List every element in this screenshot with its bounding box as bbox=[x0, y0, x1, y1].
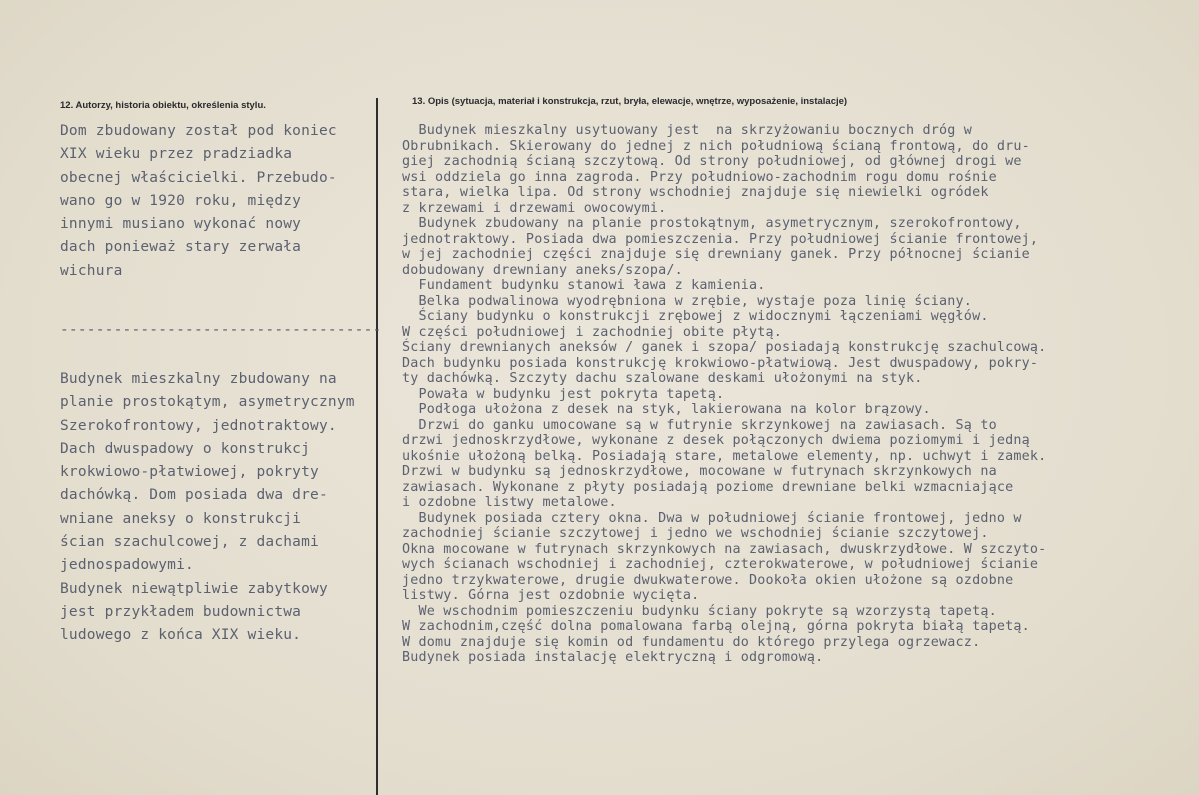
style-summary-text: Budynek mieszkalny zbudowany na planie prostokątym, asymetrycznym Szerokofrontowy, jednotraktowy. Dach dwuspadowy o konstrukcj krokwiowo-płatwiowej, pokryty dachówką. Dom posiada dwa dre- wniane aneksy o konstrukcji ścian szachulcowej, z dachami jednospadowymi. Budynek niewątpliwie zabytkowy jest przykładem budownictwa ludowego z końca XIX wieku. bbox=[60, 371, 355, 644]
column-divider bbox=[376, 98, 378, 795]
description-text: Budynek mieszkalny usytuowany jest na skrzyżowaniu bocznych dróg w Obrubnikach. Skierowany do jednej z nich południową ścianą frontową, do dru- giej zachodnią ścianą szczytową. Od strony południowej, od głównej drogi we wsi oddziela go inna zagroda. Przy południowo-zachodnim rogu domu rośnie stara, wielka lipa. Od strony wschodniej znajduje się niewielki ogródek z krzewami i drzewami owocowymi. Budynek zbudowany na planie prostokątnym, asymetrycznym, szerokofrontowy, jednotraktowy. Posiada dwa pomieszczenia. Przy południowej ścianie frontowej, w jej zachodniej części znajduje się drewniany ganek. Przy północnej ścianie dobudowany drewniany aneks/szopa/. Fundament budynku stanowi ława z kamienia. Belka podwalinowa wyodrębniona w zrębie, wystaje poza linię ściany. Ściany budynku o konstrukcji zrębowej z widocznymi łączeniami węgłów. W części południowej i zachodniej obite płytą. Ściany drewnianych aneksów / ganek i szopa/ posiadają konstrukcję szachulcową. Dach budynku posiada konstrukcję krokwiowo-płatwiową. Jest dwuspadowy, pokry- ty dachówką. Szczyty dachu szalowane deskami ułożonymi na styk. Powała w budynku jest pokryta tapetą. Podłoga ułożona z desek na styk, lakierowana na kolor brązowy. Drzwi do ganku umocowane są w futrynie skrzynkowej na zawiasach. Są to drzwi jednoskrzydłowe, wykonane z desek połączonych dwiema poziomymi i jedną ukośnie ułożoną belką. Posiadają stare, metalowe elementy, np. uchwyt i zamek. Drzwi w budynku są jednoskrzydłowe, mocowane w futrynach skrzynkowych na zawiasach. Wykonane z płyty posiadają poziome drewniane belki wzmacniające i ozdobne listwy metalowe. Budynek posiada cztery okna. Dwa w południowej ścianie frontowej, jedno w zachodniej ścianie szczytowej i jedno we wschodniej ścianie szczytowej. Okna mocowane w futrynach skrzynkowych na zawiasach, dwuskrzydłowe. W szczyto- wych ścianach wschodniej i zachodniej, czterokwaterowe, w południowej ścianie jedno trzykwaterowe, drugie dwukwaterowe. Dookoła okien ułożone są ozdobne listwy. Górna jest ozdobnie wycięta. We wschodnim pomieszczeniu budynku ściany pokryte są wzorzystą tapetą. W zachodnim,część dolna pomalowana farbą olejną, górna pokryta białą tapetą. W domu znajduje się komin od fundamentu do którego przylega ogrzewacz. Budynek posiada instalację elektryczną i odgromową. bbox=[402, 123, 1047, 665]
history-text: Dom zbudowany został pod koniec XIX wieku przez pradziadka obecnej właścicielki. Przebudo- wano go w 1920 roku, między innymi musiano wykonać nowy dach ponieważ stary zerwała wichura bbox=[60, 123, 337, 279]
section-13-header: 13. Opis (sytuacja, materiał i konstrukcja, rzut, bryła, elewacje, wnętrze, wyposażenie, instalacje) bbox=[412, 96, 848, 107]
dashed-separator: ------------------------------------ bbox=[60, 322, 382, 338]
section-12-header: 12. Autorzy, historia obiektu, określenia stylu. bbox=[60, 100, 266, 111]
